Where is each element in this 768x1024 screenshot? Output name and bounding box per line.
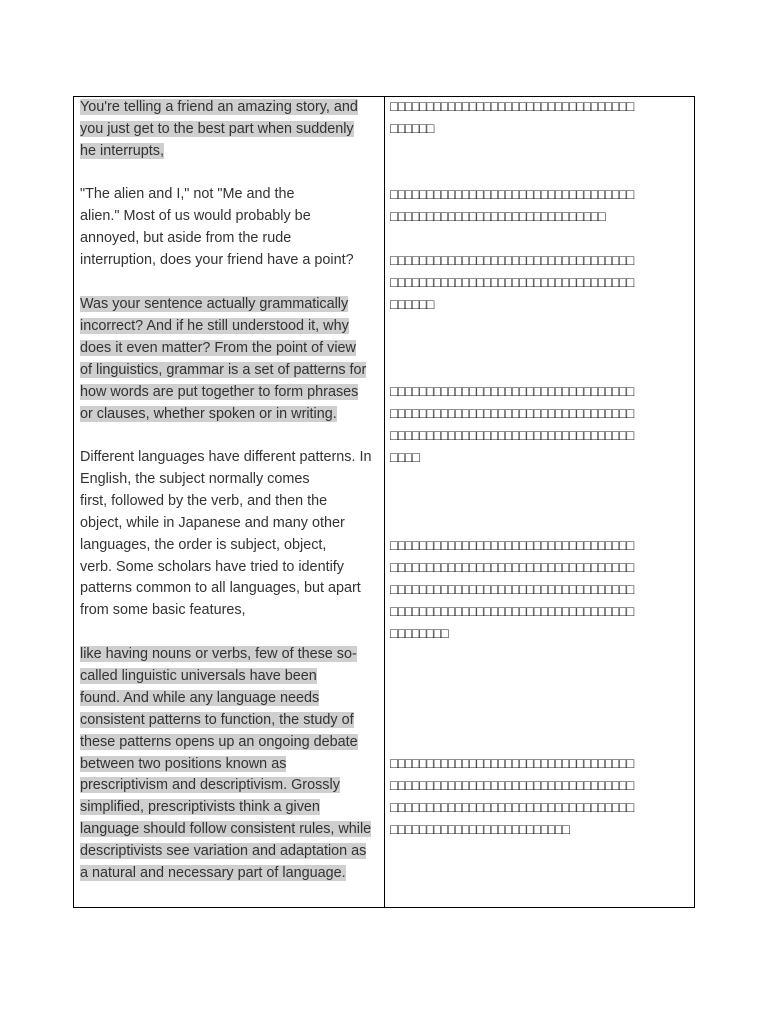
translation-paragraph: □□□□□□□□□□□□□□□□□□□□□□□□□□□□□□□□□□ □□□□□□□□□□□□□□□□□□□□□□□□□□□□□□□□□□ □□□□□□□□□□□□□□□□□□□□□□□□□□□□□□□□□□ □□□□ bbox=[390, 384, 633, 466]
source-paragraph bbox=[80, 97, 378, 163]
plain-text: Different languages have different patterns. In English, the subject normally comes first, followed by the verb, and then the object, while in Japanese and many other languages, the order is subject, object, verb. Some scholars have tried to identify patterns common to all languages, but apart from some basic features, bbox=[80, 449, 372, 619]
translation-paragraph: □□□□□□□□□□□□□□□□□□□□□□□□□□□□□□□□□□ □□□□□□□□□□□□□□□□□□□□□□□□□□□□□□ bbox=[390, 187, 633, 225]
source-paragraph bbox=[80, 294, 378, 425]
translation-paragraph: □□□□□□□□□□□□□□□□□□□□□□□□□□□□□□□□□□ □□□□□□ bbox=[390, 99, 633, 137]
highlighted-text: You're telling a friend an amazing story, and you just get to the best part when suddenly he interrupts, bbox=[80, 99, 358, 159]
translation-paragraph: □□□□□□□□□□□□□□□□□□□□□□□□□□□□□□□□□□ □□□□□□□□□□□□□□□□□□□□□□□□□□□□□□□□□□ □□□□□□□□□□□□□□□□□□□□□□□□□□□□□□□□□□ □□□□□□□□□□□□□□□□□□□□□□□□□ bbox=[390, 756, 633, 838]
source-text-column bbox=[74, 97, 385, 907]
source-paragraph bbox=[80, 644, 378, 885]
translation-paragraph: □□□□□□□□□□□□□□□□□□□□□□□□□□□□□□□□□□ □□□□□□□□□□□□□□□□□□□□□□□□□□□□□□□□□□ □□□□□□ bbox=[390, 253, 633, 313]
source-paragraph bbox=[80, 184, 378, 272]
highlighted-text: Was your sentence actually grammatically incorrect? And if he still understood it, why does it even matter? From the point of view of linguistics, grammar is a set of patterns for how words are put together to form phrases or clauses, whether spoken or in writing. bbox=[80, 296, 367, 422]
plain-text: "The alien and I," not "Me and the alien." Most of us would probably be annoyed, but aside from the rude interruption, does your friend have a point? bbox=[80, 186, 354, 268]
highlighted-text: like having nouns or verbs, few of these so- called linguistic universals have been found. And while any language needs consistent patterns to function, the study of these patterns opens up an ongoing debate between two positions known as prescriptivism and descriptivism. Grossly simplified, prescriptivists think a given language should follow consistent rules, while descriptivists see variation and adaptation as a natural and necessary part of language. bbox=[80, 646, 372, 882]
translation-paragraph: □□□□□□□□□□□□□□□□□□□□□□□□□□□□□□□□□□ □□□□□□□□□□□□□□□□□□□□□□□□□□□□□□□□□□ □□□□□□□□□□□□□□□□□□□□□□□□□□□□□□□□□□ □□□□□□□□□□□□□□□□□□□□□□□□□□□□□□□□□□ □□□□□□□□ bbox=[390, 538, 633, 642]
source-paragraph bbox=[80, 447, 378, 622]
